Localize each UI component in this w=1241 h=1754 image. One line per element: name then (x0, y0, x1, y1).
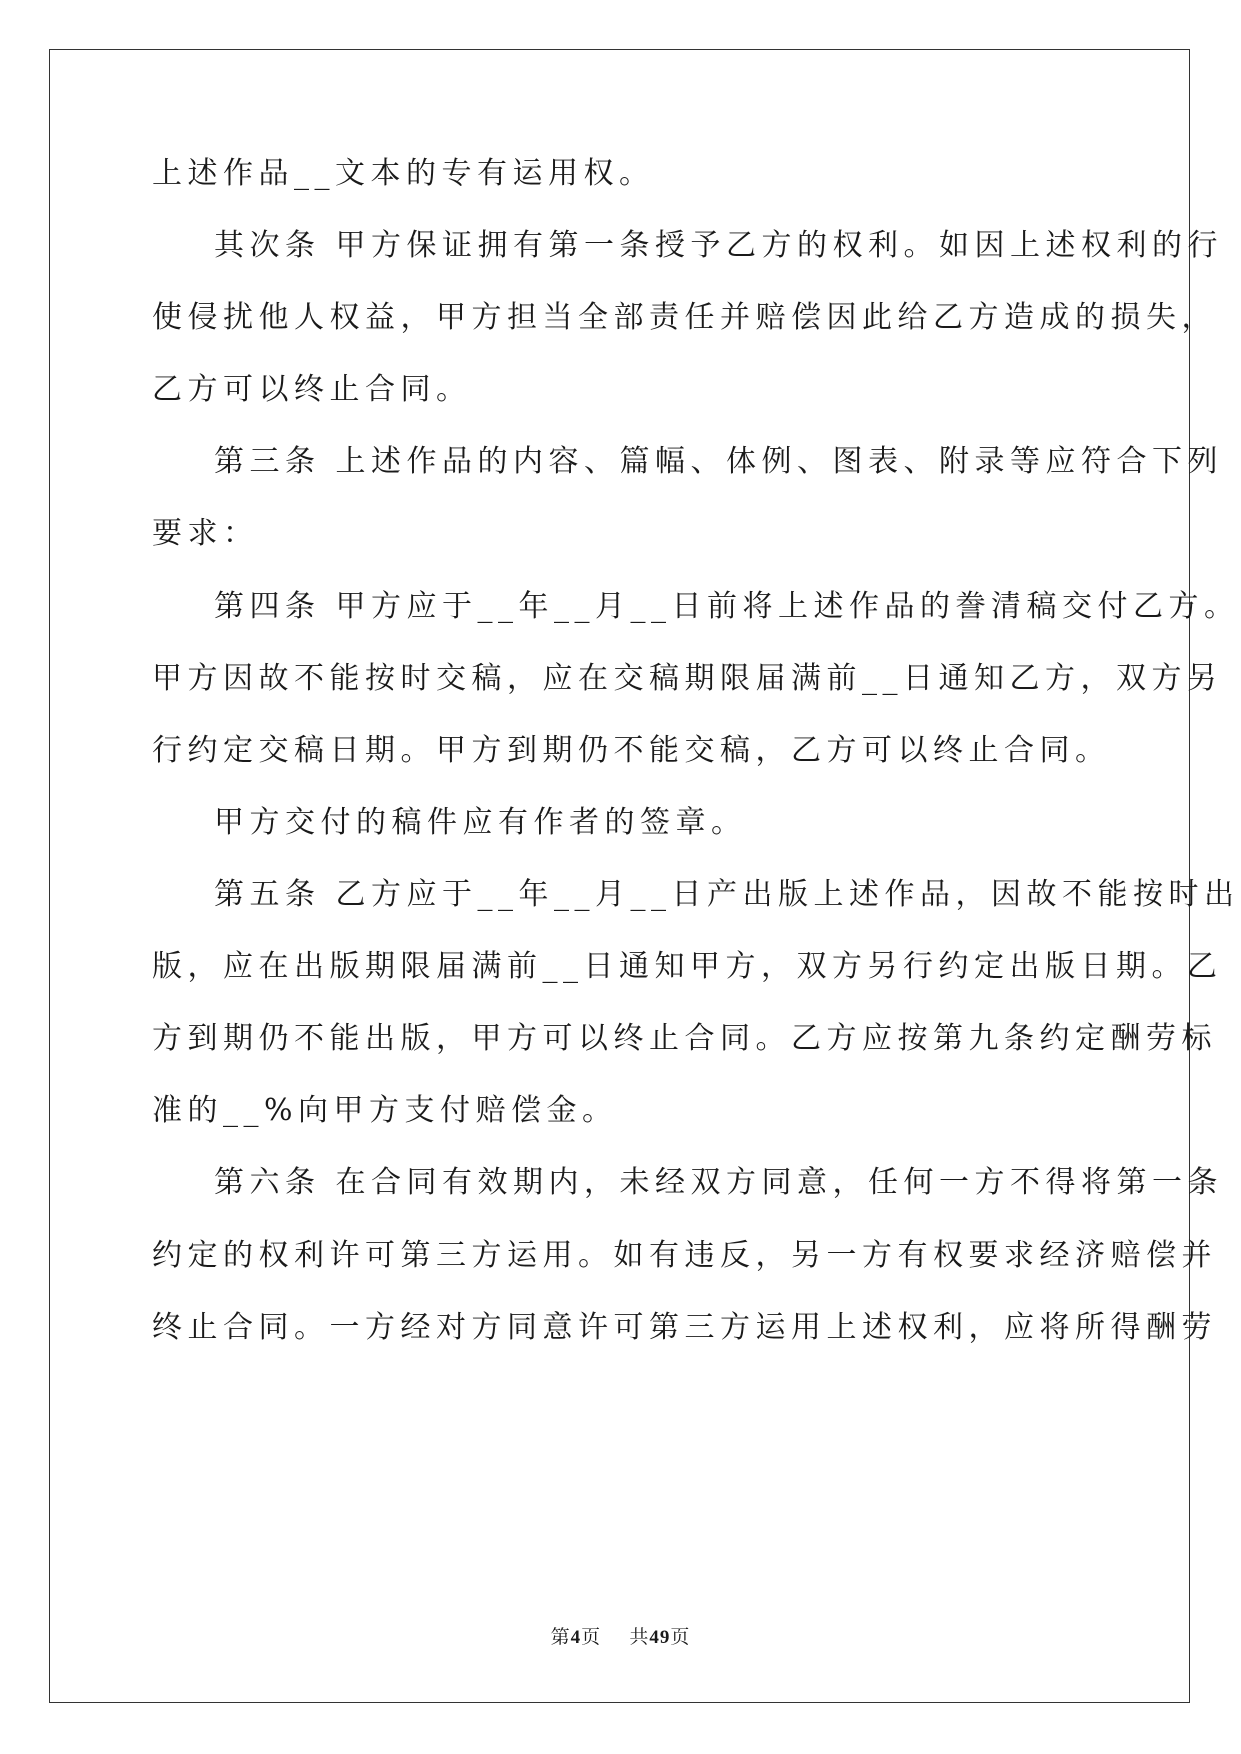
text-line: 约定的权利许可第三方运用。如有违反，另一方有权要求经济赔偿并 (152, 1238, 1217, 1273)
text-line: 第六条 在合同有效期内，未经双方同意，任何一方不得将第一条 (214, 1165, 1224, 1200)
text-line: 版，应在出版期限届满前__日通知甲方，双方另行约定出版日期。乙 (152, 949, 1223, 984)
text-line: 方到期仍不能出版，甲方可以终止合同。乙方应按第九条约定酬劳标 (152, 1021, 1217, 1056)
text-line: 其次条 甲方保证拥有第一条授予乙方的权利。如因上述权利的行 (214, 228, 1224, 263)
page-suffix: 页 (581, 1626, 602, 1648)
text-line: 第三条 上述作品的内容、篇幅、体例、图表、附录等应符合下列 (214, 444, 1224, 479)
text-line: 上述作品__文本的专有运用权。 (152, 156, 655, 191)
text-line: 行约定交稿日期。甲方到期仍不能交稿，乙方可以终止合同。 (152, 733, 1111, 768)
text-line: 第五条 乙方应于__年__月__日产出版上述作品，因故不能按时出 (214, 877, 1240, 912)
text-line: 乙方可以终止合同。 (152, 372, 472, 407)
text-line: 甲方因故不能按时交稿，应在交稿期限届满前__日通知乙方，双方另 (152, 661, 1223, 696)
text-line: 准的__%向甲方支付赔偿金。 (152, 1093, 618, 1128)
total-prefix: 共 (629, 1626, 650, 1648)
text-line: 要求： (152, 516, 259, 551)
text-line: 使侵扰他人权益，甲方担当全部责任并赔偿因此给乙方造成的损失， (152, 300, 1217, 335)
total-pages: 49 (649, 1627, 671, 1648)
total-suffix: 页 (670, 1626, 691, 1648)
page-prefix: 第 (550, 1626, 571, 1648)
page-footer (0, 1622, 1241, 1649)
text-line: 甲方交付的稿件应有作者的签章。 (214, 805, 747, 840)
text-line: 第四条 甲方应于__年__月__日前将上述作品的誊清稿交付乙方。 (214, 589, 1240, 624)
page-number: 4 (570, 1627, 582, 1648)
text-line: 终止合同。一方经对方同意许可第三方运用上述权利，应将所得酬劳 (152, 1310, 1217, 1345)
